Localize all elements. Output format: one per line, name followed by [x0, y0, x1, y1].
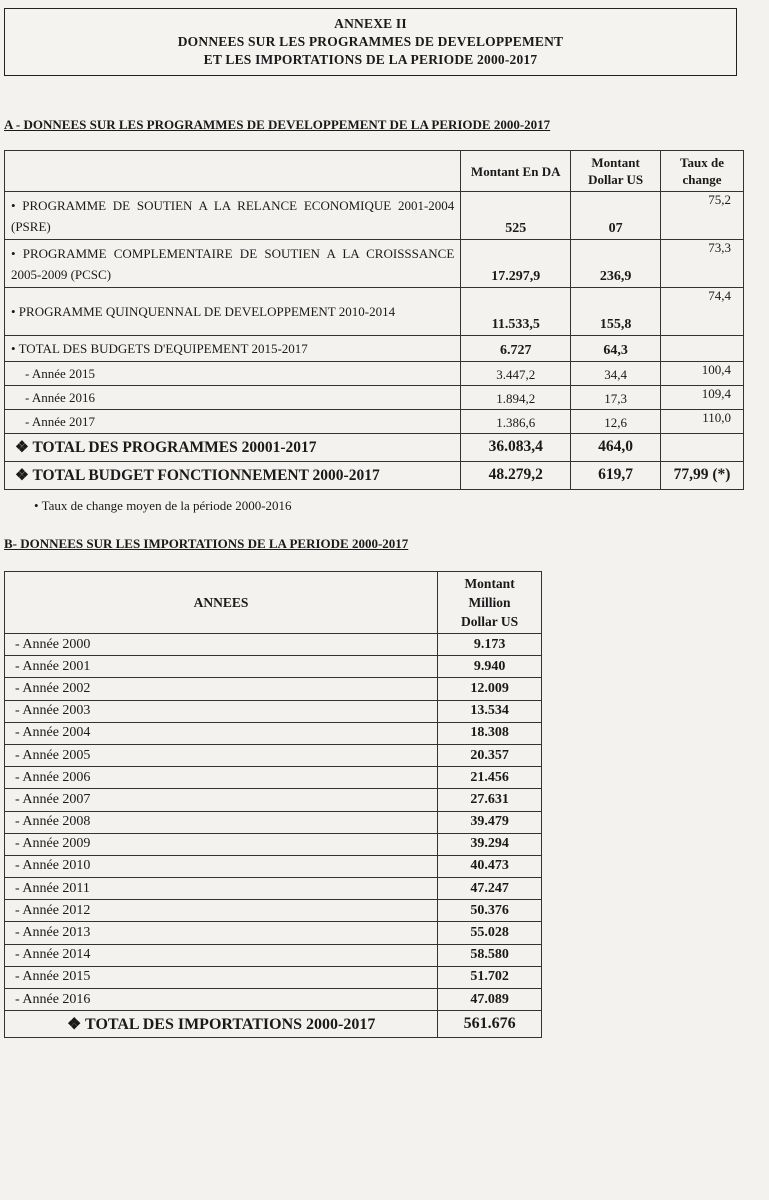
table-row [5, 789, 542, 811]
table-row [5, 288, 744, 336]
total-programs-da: 36.083,4 [461, 434, 571, 462]
program-da: 11.533,5 [461, 288, 571, 336]
total-budget-usd: 619,7 [571, 462, 661, 490]
import-value: 20.357 [438, 744, 542, 766]
program-label: • PROGRAMME DE SOUTIEN A LA RELANCE ECONOMIQUE 2001-2004 (PSRE) [5, 192, 461, 240]
import-year: - Année 2007 [5, 789, 438, 811]
import-value: 58.580 [438, 944, 542, 966]
import-year: - Année 2012 [5, 900, 438, 922]
table-row [5, 922, 542, 944]
year-rate: 109,4 [661, 386, 744, 410]
import-value: 9.940 [438, 656, 542, 678]
total-budget-row [5, 462, 744, 490]
table-row [5, 722, 542, 744]
import-value: 9.173 [438, 634, 542, 656]
program-usd: 155,8 [571, 288, 661, 336]
table-row [5, 336, 744, 362]
table-row [5, 811, 542, 833]
total-budget-rate: 77,99 (*) [661, 462, 744, 490]
table-row [5, 634, 542, 656]
header-amount-da: Montant En DA [461, 151, 571, 192]
import-value: 18.308 [438, 722, 542, 744]
import-year: - Année 2003 [5, 700, 438, 722]
year-usd: 17,3 [571, 386, 661, 410]
year-label: - Année 2016 [5, 386, 461, 410]
annex-header [4, 8, 737, 76]
program-rate: 73,3 [661, 240, 744, 288]
total-imports-value: 561.676 [438, 1011, 542, 1038]
table-row [5, 386, 744, 410]
import-year: - Année 2004 [5, 722, 438, 744]
program-da: 17.297,9 [461, 240, 571, 288]
import-year: - Année 2016 [5, 989, 438, 1011]
exchange-rate-note: • Taux de change moyen de la période 2000-2016 [34, 498, 292, 513]
import-value: 12.009 [438, 678, 542, 700]
table-row [5, 744, 542, 766]
table-row [5, 362, 744, 386]
table-row [5, 192, 744, 240]
import-year: - Année 2005 [5, 744, 438, 766]
total-budget-da: 48.279,2 [461, 462, 571, 490]
header-empty [5, 151, 461, 192]
programs-table [4, 150, 744, 490]
total-programs-usd: 464,0 [571, 434, 661, 462]
imports-table [4, 571, 542, 1038]
import-year: - Année 2006 [5, 767, 438, 789]
import-value: 55.028 [438, 922, 542, 944]
header-amount-line-2: Million [468, 595, 511, 610]
annex-title-line-2: ET LES IMPORTATIONS DE LA PERIODE 2000-2017 [203, 52, 538, 67]
annex-title-line-1: DONNEES SUR LES PROGRAMMES DE DEVELOPPEMENT [177, 34, 564, 49]
import-year: - Année 2001 [5, 656, 438, 678]
table-row [5, 240, 744, 288]
total-budget-label: ❖ TOTAL BUDGET FONCTIONNEMENT 2000-2017 [5, 462, 461, 490]
table-row [5, 900, 542, 922]
total-programs-rate [661, 434, 744, 462]
header-years: ANNEES [5, 572, 438, 634]
table-row [5, 767, 542, 789]
table-row [5, 656, 542, 678]
table-row [5, 678, 542, 700]
import-value: 47.089 [438, 989, 542, 1011]
year-da: 3.447,2 [461, 362, 571, 386]
table-row [5, 410, 744, 434]
total-imports-row [5, 1011, 542, 1038]
import-value: 51.702 [438, 966, 542, 988]
year-da: 1.386,6 [461, 410, 571, 434]
table-row [5, 833, 542, 855]
total-programs-row [5, 434, 744, 462]
import-year: - Année 2000 [5, 634, 438, 656]
import-value: 21.456 [438, 767, 542, 789]
program-usd: 236,9 [571, 240, 661, 288]
program-label: • TOTAL DES BUDGETS D'EQUIPEMENT 2015-2017 [5, 336, 461, 362]
import-year: - Année 2014 [5, 944, 438, 966]
header-exchange-rate: Taux de change [661, 151, 744, 192]
import-year: - Année 2002 [5, 678, 438, 700]
import-value: 47.247 [438, 878, 542, 900]
year-usd: 34,4 [571, 362, 661, 386]
total-programs-label: ❖ TOTAL DES PROGRAMMES 20001-2017 [5, 434, 461, 462]
import-value: 13.534 [438, 700, 542, 722]
table-row [5, 944, 542, 966]
table-row [5, 966, 542, 988]
table-row [5, 855, 542, 877]
import-year: - Année 2008 [5, 811, 438, 833]
header-amount [438, 572, 542, 634]
import-year: - Année 2009 [5, 833, 438, 855]
program-usd: 07 [571, 192, 661, 240]
import-year: - Année 2015 [5, 966, 438, 988]
imports-table-header [5, 572, 542, 634]
section-b-title: B- DONNEES SUR LES IMPORTATIONS DE LA PERIODE 2000-2017 [4, 536, 409, 551]
program-rate [661, 336, 744, 362]
table-row [5, 989, 542, 1011]
import-year: - Année 2011 [5, 878, 438, 900]
header-amount-line-3: Dollar US [460, 614, 519, 629]
import-year: - Année 2010 [5, 855, 438, 877]
import-value: 40.473 [438, 855, 542, 877]
year-label: - Année 2017 [5, 410, 461, 434]
header-amount-line-1: Montant [464, 576, 515, 591]
year-rate: 110,0 [661, 410, 744, 434]
imports-table-body [5, 634, 542, 1011]
section-a-title: A - DONNEES SUR LES PROGRAMMES DE DEVELOPPEMENT DE LA PERIODE 2000-2017 [4, 117, 551, 132]
year-label: - Année 2015 [5, 362, 461, 386]
program-da: 525 [461, 192, 571, 240]
year-rate: 100,4 [661, 362, 744, 386]
program-label: • PROGRAMME COMPLEMENTAIRE DE SOUTIEN A LA CROISSSANCE 2005-2009 (PCSC) [5, 240, 461, 288]
program-label: • PROGRAMME QUINQUENNAL DE DEVELOPPEMENT 2010-2014 [5, 288, 461, 336]
import-value: 39.479 [438, 811, 542, 833]
program-rate: 75,2 [661, 192, 744, 240]
program-da: 6.727 [461, 336, 571, 362]
programs-table-header [5, 151, 744, 192]
annex-number: ANNEXE II [334, 16, 407, 31]
table-row [5, 700, 542, 722]
program-usd: 64,3 [571, 336, 661, 362]
table-row [5, 878, 542, 900]
program-rate: 74,4 [661, 288, 744, 336]
import-value: 27.631 [438, 789, 542, 811]
total-imports-label: ❖ TOTAL DES IMPORTATIONS 2000-2017 [5, 1011, 438, 1038]
import-year: - Année 2013 [5, 922, 438, 944]
year-da: 1.894,2 [461, 386, 571, 410]
import-value: 50.376 [438, 900, 542, 922]
header-amount-usd: Montant Dollar US [571, 151, 661, 192]
import-value: 39.294 [438, 833, 542, 855]
year-usd: 12,6 [571, 410, 661, 434]
